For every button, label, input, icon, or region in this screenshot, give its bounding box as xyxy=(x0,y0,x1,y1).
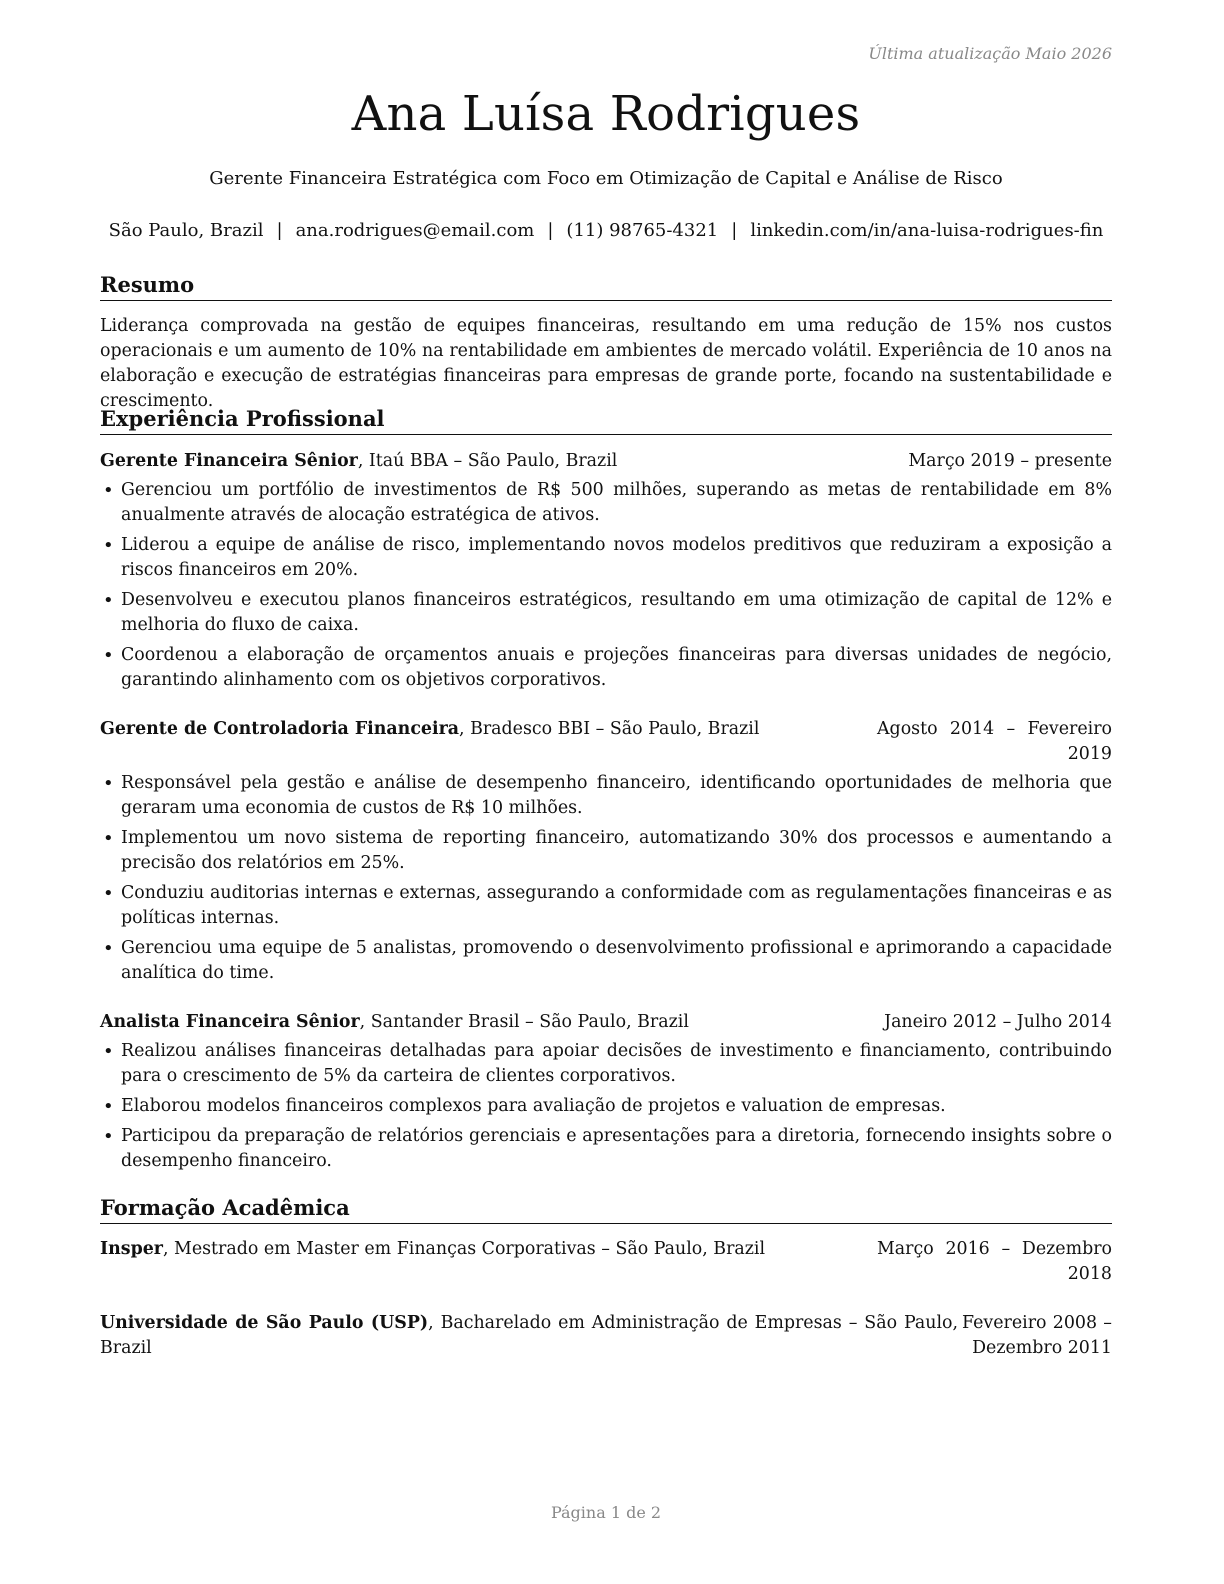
job-title-line xyxy=(100,449,908,474)
job-dates: Agosto 2014 – Fevereiro 2019 xyxy=(877,719,1112,764)
contact-linkedin[interactable]: linkedin.com/in/ana-luisa-rodrigues-fin xyxy=(750,220,1104,241)
contact-email[interactable]: ana.rodrigues@email.com xyxy=(295,220,535,241)
job-dates: Janeiro 2012 – Julho 2014 xyxy=(884,1012,1112,1032)
contact-separator: | xyxy=(731,220,738,241)
headline: Gerente Financeira Estratégica com Foco em Otimização de Capital e Análise de Risco xyxy=(209,168,1003,189)
contact-phone: (11) 98765-4321 xyxy=(566,220,719,241)
list-item: • Participou da preparação de relatórios gerenciais e apresentações para a diretoria, fornecendo insights sobre o desempenho financeiro. xyxy=(100,1124,1112,1174)
job-entry xyxy=(100,717,1112,991)
job-entry xyxy=(100,449,1112,698)
education-line xyxy=(100,1311,962,1361)
job-bullets xyxy=(100,478,1112,693)
list-item: • Realizou análises financeiras detalhadas para apoiar decisões de investimento e financiamento, contribuindo para o crescimento de 5% da carteira de clientes corporativos. xyxy=(100,1039,1112,1089)
job-entry xyxy=(100,1010,1112,1179)
list-item: • Elaborou modelos financeiros complexos para avaliação de projetos e valuation de empresas. xyxy=(100,1094,1112,1119)
job-bullets xyxy=(100,1039,1112,1174)
last-updated: Última atualização Maio 2026 xyxy=(868,44,1112,63)
candidate-name: Ana Luísa Rodrigues xyxy=(351,86,861,142)
job-header xyxy=(100,1010,1112,1035)
education-dates: Fevereiro 2008 – Dezembro 2011 xyxy=(962,1313,1112,1358)
contact-location: São Paulo, Brazil xyxy=(108,220,264,241)
education-school: Insper xyxy=(100,1239,163,1259)
job-role: Gerente de Controladoria Financeira xyxy=(100,719,460,739)
education-school: Universidade de São Paulo (USP) xyxy=(100,1313,429,1333)
job-company: , Bradesco BBI – São Paulo, Brazil xyxy=(459,719,760,739)
list-item: • Desenvolveu e executou planos financeiros estratégicos, resultando em uma otimização de capital de 12% e melhoria do fluxo de caixa. xyxy=(100,588,1112,638)
job-company: , Santander Brasil – São Paulo, Brazil xyxy=(359,1012,689,1032)
education-header xyxy=(100,1237,1112,1287)
job-role: Gerente Financeira Sênior xyxy=(100,451,358,471)
education-entry xyxy=(100,1237,1112,1287)
job-role: Analista Financeira Sênior xyxy=(100,1012,360,1032)
education-line xyxy=(100,1237,877,1262)
job-header xyxy=(100,717,1112,767)
job-company: , Itaú BBA – São Paulo, Brazil xyxy=(357,451,618,471)
education-detail: , Mestrado em Master em Finanças Corporativas – São Paulo, Brazil xyxy=(162,1239,766,1259)
contact-separator: | xyxy=(547,220,554,241)
list-item: • Implementou um novo sistema de reporting financeiro, automatizando 30% dos processos e aumentando a precisão dos relatórios em 25%. xyxy=(100,826,1112,876)
section-title-summary: Resumo xyxy=(100,272,1112,301)
job-dates: Março 2019 – presente xyxy=(908,451,1112,471)
education-detail: , Bacharelado em Administração de Empresas – São Paulo, Brazil xyxy=(100,1313,959,1358)
list-item: • Gerenciou um portfólio de investimentos de R$ 500 milhões, superando as metas de rentabilidade em 8% anualmente através de alocação estratégica de ativos. xyxy=(100,478,1112,528)
resume-page xyxy=(100,0,1112,1584)
job-header xyxy=(100,449,1112,474)
education-header xyxy=(100,1311,1112,1361)
job-bullets xyxy=(100,771,1112,986)
education-entry xyxy=(100,1311,1112,1361)
contact-line xyxy=(90,220,1122,241)
list-item: • Gerenciou uma equipe de 5 analistas, promovendo o desenvolvimento profissional e aprimorando a capacidade analítica do time. xyxy=(100,936,1112,986)
education-dates: Março 2016 – Dezembro 2018 xyxy=(877,1239,1112,1284)
list-item: • Liderou a equipe de análise de risco, implementando novos modelos preditivos que reduziram a exposição a riscos financeiros em 20%. xyxy=(100,533,1112,583)
list-item: • Conduziu auditorias internas e externas, assegurando a conformidade com as regulamentações financeiras e as políticas internas. xyxy=(100,881,1112,931)
section-title-education: Formação Acadêmica xyxy=(100,1195,1112,1224)
page-number: Página 1 de 2 xyxy=(550,1503,662,1522)
job-title-line xyxy=(100,1010,884,1035)
section-title-experience: Experiência Profissional xyxy=(100,406,1112,435)
contact-separator: | xyxy=(276,220,283,241)
job-title-line xyxy=(100,717,877,742)
list-item: • Responsável pela gestão e análise de desempenho financeiro, identificando oportunidades de melhoria que geraram uma economia de custos de R$ 10 milhões. xyxy=(100,771,1112,821)
summary-text: Liderança comprovada na gestão de equipes financeiras, resultando em uma redução de 15% nos custos operacionais e um aumento de 10% na rentabilidade em ambientes de mercado volátil. Experiência de 10 anos na elaboração e execução de estratégias financeiras para empresas de grande porte, focando na sustentabilidade e crescimento. xyxy=(100,316,1112,411)
list-item: • Coordenou a elaboração de orçamentos anuais e projeções financeiras para diversas unidades de negócio, garantindo alinhamento com os objetivos corporativos. xyxy=(100,643,1112,693)
